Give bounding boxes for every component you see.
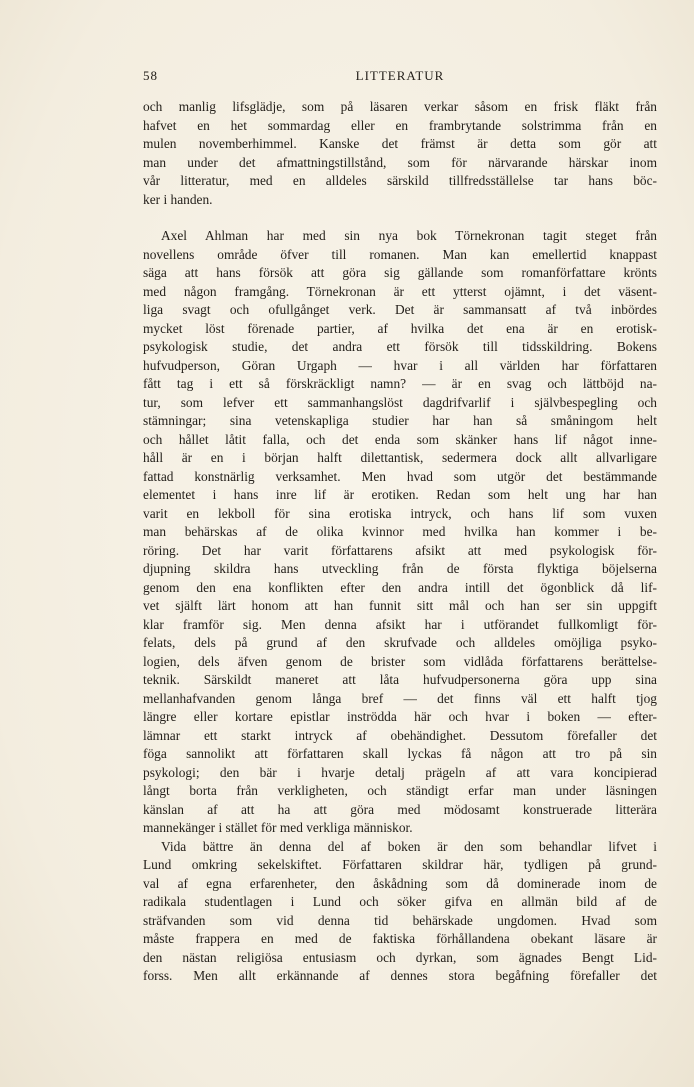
- text-line: hufvudperson, Göran Urgaph — hvar i all världen har författaren: [143, 357, 657, 373]
- text-line: mycket löst förenade partier, af hvilka det ena är en erotisk-: [143, 320, 657, 336]
- text-line: stämningar; sina vetenskapliga studier har han så småningom helt: [143, 413, 657, 428]
- text-line: Lund omkring sekelskiftet. Författaren skildrar här, tydligen på grund-: [143, 857, 657, 872]
- text-line: logien, dels äfven genom de brister som vidlåda författarens berättelse-: [143, 653, 657, 669]
- paragraph-3: [143, 838, 657, 986]
- text-line: den nästan religiösa entusiasm och dyrkan, som ägnades Bengt Lid-: [143, 949, 657, 965]
- text-line: varit en lekboll för sina erotiska intryck, och hans lif som vuxen: [143, 505, 657, 521]
- text-line: och hållet låtit falla, och det enda som skänker hans lif något inne-: [143, 431, 657, 447]
- text-line: längre eller kortare epistlar inströdda här och hvar i boken — efter-: [143, 709, 657, 724]
- text-line: håll är en i början halft dilettantisk, sedermera dock allt allvarligare: [143, 450, 657, 465]
- paragraph-1: [143, 98, 657, 209]
- text-line: teknik. Särskildt maneret att låta hufvudpersonerna göra upp sina: [143, 672, 657, 687]
- paragraph-gap: [143, 209, 657, 227]
- text-line: psykologisk studie, det andra ett försök till tidsskildring. Bokens: [143, 339, 657, 354]
- text-line: fattad konstnärlig verksamhet. Men hvad som utgör det bestämmande: [143, 468, 657, 484]
- text-line: säga att hans försök att göra sig gällande som romanförfattare krönts: [143, 265, 657, 280]
- text-line: Axel Ahlman har med sin nya bok Törnekronan tagit steget från: [161, 228, 657, 243]
- text-line: långt borta från verkligheten, och ständigt erfar man under läsningen: [143, 783, 657, 798]
- text-line: mellanhafvanden genom långa bref — det finns väl ett halft tjog: [143, 690, 657, 706]
- text-line: fått tag i ett så förskräckligt namn? — är en svag och lättböjd na-: [143, 376, 657, 391]
- body-text: [143, 98, 657, 986]
- text-line: forss. Men allt erkännande af dennes stora begåfning förefaller det: [143, 968, 657, 983]
- text-line: man behärskas af de olika kvinnor med hvilka han kommer i be-: [143, 524, 657, 539]
- text-line: psykologi; den bär i hvarje detalj prägeln af att vara koncipierad: [143, 764, 657, 780]
- text-line: elementet i hans inre lif är erotiken. Redan som helt ung har han: [143, 487, 657, 502]
- text-line: föga sannolikt att författaren skall lyckas få någon att tro på sin: [143, 746, 657, 761]
- text-line: vet själft lärt honom att han funnit sitt mål och han ser sin uppgift: [143, 598, 657, 613]
- text-line: Vida bättre än denna del af boken är den som behandlar lifvet i: [161, 838, 657, 854]
- text-line: vår litteratur, med en alldeles särskild tillfredsställelse tar hans böc-: [143, 173, 657, 188]
- text-line: novellens område öfver till romanen. Man kan emellertid knappast: [143, 246, 657, 262]
- text-line: med någon framgång. Törnekronan är ett ytterst ojämnt, i det väsent-: [143, 283, 657, 299]
- text-line: och manlig lifsglädje, som på läsaren verkar såsom en frisk fläkt från: [143, 99, 657, 114]
- paragraph-2: [143, 227, 657, 838]
- text-line: radikala studentlagen i Lund och söker gifva en allmän bild af de: [143, 894, 657, 909]
- text-line: felats, dels på grund af den skrufvade och alldeles omöjliga psyko-: [143, 635, 657, 650]
- text-line: känslan af att ha att göra med mödosamt konstruerade litterära: [143, 801, 657, 817]
- page-header: [143, 68, 657, 88]
- text-line: tur, som lefver ett sammanhangslöst dagdrifvarlif i självbespegling och: [143, 394, 657, 410]
- text-line: mulen novemberhimmel. Kanske det främst är detta som gör att: [143, 136, 657, 151]
- text-line: genom den ena konflikten efter den andra intill det ögonblick då lif-: [143, 579, 657, 595]
- text-line: lämnar ett starkt intryck af obehändighet. Dessutom förefaller det: [143, 727, 657, 743]
- text-line: sträfvanden som vid denna tid behärskade ungdomen. Hvad som: [143, 912, 657, 928]
- text-line: hafvet en het sommardag eller en frambrytande solstrimma från en: [143, 117, 657, 133]
- text-line: val af egna erfarenheter, den åskådning som då dominerade inom de: [143, 875, 657, 891]
- text-line: klar framför sig. Men denna afsikt har i utförandet fullkomligt för-: [143, 616, 657, 632]
- page-number: 58: [143, 68, 158, 83]
- text-line: ker i handen.: [143, 191, 213, 207]
- running-title: LITTERATUR: [355, 68, 445, 83]
- text-line: måste frappera en med de faktiska förhållandena obekant läsare är: [143, 931, 657, 946]
- text-line: mannekänger i stället för med verkliga människor.: [143, 820, 413, 835]
- text-line: djupning skildra hans utveckling från de första flyktiga böjelserna: [143, 561, 657, 576]
- text-line: röring. Det har varit författarens afsikt att med psykologisk för-: [143, 542, 657, 558]
- text-line: liga svagt och ofullgånget verk. Det är sammansatt af två inbördes: [143, 302, 657, 317]
- text-line: man under det afmattningstillstånd, som för närvarande härskar inom: [143, 154, 657, 170]
